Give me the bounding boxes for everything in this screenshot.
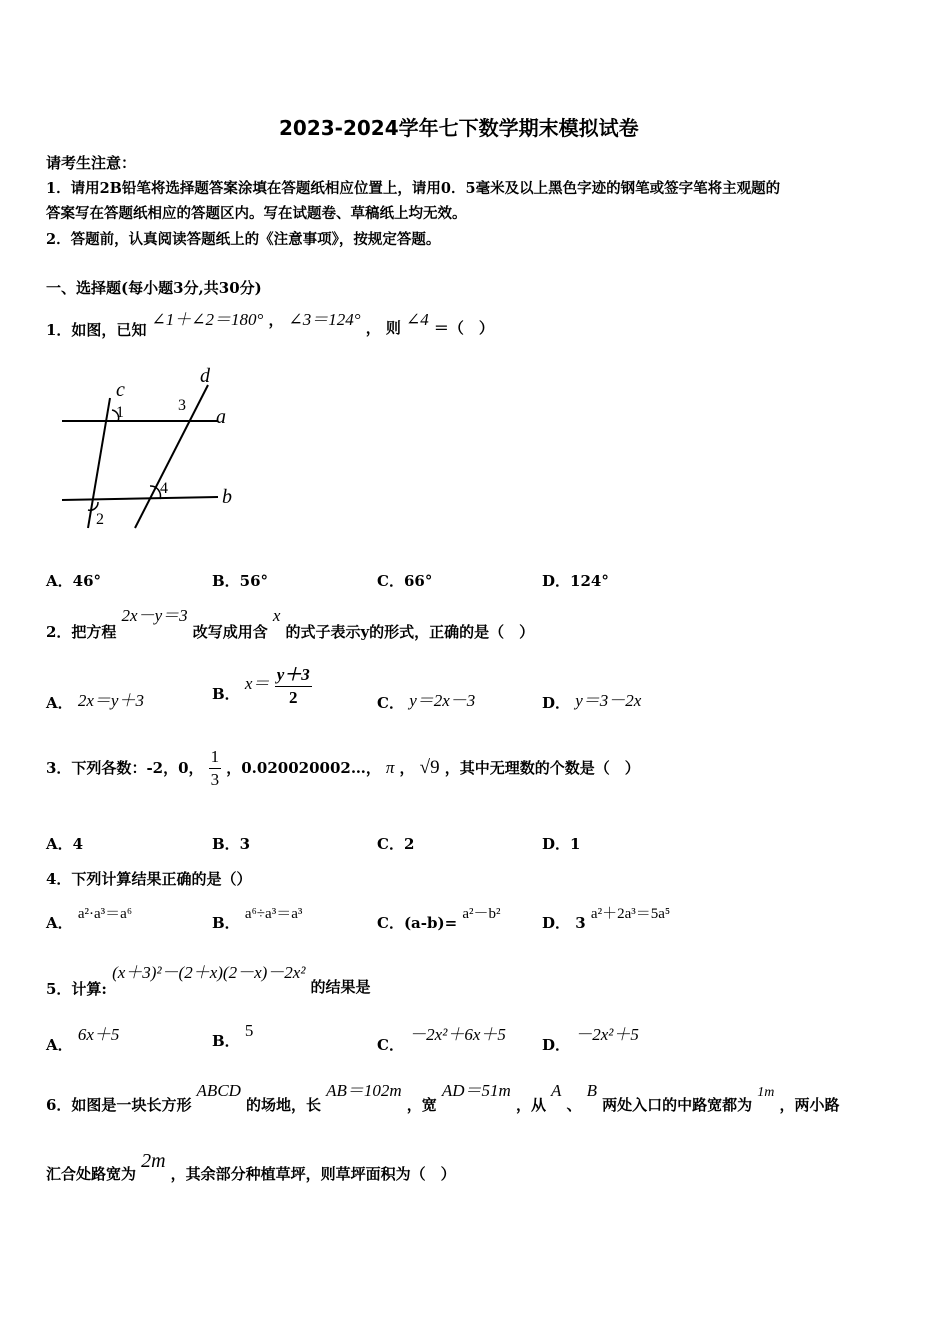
q4-option-c[interactable] xyxy=(377,906,501,933)
q3-sqrt: √9 xyxy=(419,757,440,778)
q2-option-b[interactable] xyxy=(212,664,312,709)
q2-suffix: 的式子表示y的形式，正确的是（ ） xyxy=(285,623,535,641)
q6-width-2: 2m xyxy=(141,1150,166,1172)
q5-option-d[interactable] xyxy=(542,1025,639,1055)
q5-b-expr: 5 xyxy=(244,1021,254,1040)
q6-width-1: 1m xyxy=(757,1085,775,1100)
q1-option-c[interactable]: C．66° xyxy=(377,572,433,590)
q2-c-label: C． xyxy=(377,694,404,712)
q2-b-label: B． xyxy=(212,684,240,703)
q5-prefix: 5．计算: xyxy=(46,980,107,998)
q4-c-prefix: (a-b)= xyxy=(403,914,458,932)
q1-figure xyxy=(40,360,250,535)
label-1: 1 xyxy=(116,404,124,421)
q4-stem: 4．下列计算结果正确的是（） xyxy=(46,870,252,888)
q3-frac-den: 3 xyxy=(210,770,220,789)
q6-line-2-prefix: 汇合处路宽为 xyxy=(46,1165,137,1183)
q5-a-label: A． xyxy=(46,1036,73,1054)
section-heading: 一、选择题(每小题3分,共30分) xyxy=(46,279,262,297)
q6-ab: AB＝102m xyxy=(326,1081,402,1100)
q5-option-a[interactable] xyxy=(46,1025,120,1055)
label-3: 3 xyxy=(178,397,186,414)
q1-prefix: 1．如图，已知 xyxy=(46,321,147,339)
q4-c-expr: a²－b² xyxy=(462,906,501,922)
q1-sep: ， xyxy=(268,311,284,329)
line-b xyxy=(62,497,218,500)
q4-option-b[interactable] xyxy=(212,906,303,933)
q6-mid-2: ，宽 xyxy=(406,1096,437,1114)
q6-point-b: B xyxy=(586,1081,598,1100)
q2-b-denominator: 2 xyxy=(288,688,298,707)
label-d: d xyxy=(200,365,210,387)
q1-option-d[interactable]: D．124° xyxy=(542,572,609,590)
q5-c-label: C． xyxy=(377,1036,404,1054)
q5-a-expr: 6x＋5 xyxy=(77,1025,120,1044)
q6-mid-5: ，两小路 xyxy=(779,1096,840,1114)
notice-heading: 请考生注意： xyxy=(46,154,137,172)
q3-frac-num: 1 xyxy=(209,746,222,769)
q2-b-lhs: x＝ xyxy=(244,673,270,693)
q5-c-expr: －2x²＋6x＋5 xyxy=(409,1025,506,1044)
q2-expr: 2x－y＝3 xyxy=(121,606,188,625)
q5-option-c[interactable] xyxy=(377,1025,506,1055)
q3-option-d[interactable]: D．1 xyxy=(542,835,581,853)
q5-d-label: D． xyxy=(542,1036,571,1054)
q1-option-b[interactable]: B．56° xyxy=(212,572,269,590)
q4-b-label: B． xyxy=(212,914,240,932)
q6-prefix: 6．如图是一块长方形 xyxy=(46,1096,192,1114)
q1-option-a[interactable]: A．46° xyxy=(46,572,102,590)
q4-option-d[interactable] xyxy=(542,906,671,933)
q2-option-a[interactable] xyxy=(46,688,144,713)
notice-line-1b: 答案写在答题纸相应的答题区内。写在试题卷、草稿纸上均无效。 xyxy=(46,205,467,222)
line-c xyxy=(88,398,110,528)
q1-expr-3: ∠4 xyxy=(406,310,429,329)
q2-d-label: D． xyxy=(542,694,571,712)
q2-d-expr: y＝3－2x xyxy=(575,691,642,710)
q2-prefix: 2．把方程 xyxy=(46,623,117,641)
question-5 xyxy=(46,958,371,998)
q3-mid-2: ， xyxy=(399,759,415,777)
q5-b-label: B． xyxy=(212,1032,240,1050)
q3-pi: π xyxy=(385,758,395,777)
label-b: b xyxy=(222,486,232,508)
q6-line-2-suffix: ，其余部分种植草坪，则草坪面积为（ ） xyxy=(170,1165,456,1183)
q2-a-expr: 2x＝y＋3 xyxy=(77,691,144,710)
question-1 xyxy=(46,305,494,339)
label-c: c xyxy=(116,379,125,401)
question-6-line-2 xyxy=(46,1150,456,1183)
q1-mid: ， 则 xyxy=(365,319,401,337)
q5-option-b[interactable] xyxy=(212,1021,254,1051)
question-3 xyxy=(46,746,640,791)
label-4: 4 xyxy=(160,480,168,497)
q1-expr-1: ∠1＋∠2＝180° xyxy=(151,310,264,329)
line-d xyxy=(135,385,208,528)
label-2: 2 xyxy=(96,511,104,528)
q2-a-label: A． xyxy=(46,694,73,712)
q4-a-expr: a²·a³＝a⁶ xyxy=(77,906,133,922)
q3-option-a[interactable]: A．4 xyxy=(46,835,84,853)
q4-a-label: A． xyxy=(46,914,73,932)
q4-c-label: C． xyxy=(377,914,404,932)
q3-option-c[interactable]: C．2 xyxy=(377,835,415,853)
q5-d-expr: －2x²＋5 xyxy=(575,1025,639,1044)
q4-d-prefix: 3 xyxy=(575,914,586,932)
question-6-line-1 xyxy=(46,1076,840,1114)
q6-point-a: A xyxy=(551,1081,562,1100)
q4-d-label: D． xyxy=(542,914,571,932)
q2-b-numerator: y＋3 xyxy=(275,664,312,687)
q2-option-c[interactable] xyxy=(377,688,475,713)
q6-sep: 、 xyxy=(566,1096,582,1114)
q2-option-d[interactable] xyxy=(542,688,641,713)
q6-abcd: ABCD xyxy=(196,1081,241,1100)
notice-line-1a: 1．请用2B铅笔将选择题答案涂填在答题纸相应位置上，请用0．5毫米及以上黑色字迹的钢笔或签字笔将主观题的 xyxy=(46,180,781,197)
q6-mid-3: ，从 xyxy=(515,1096,546,1114)
question-2 xyxy=(46,601,535,641)
q2-mid: 改写成用含 xyxy=(192,623,268,641)
q5-suffix: 的结果是 xyxy=(310,978,371,996)
notice-line-2: 2．答题前，认真阅读答题纸上的《注意事项》，按规定答题。 xyxy=(46,231,441,248)
q4-d-expr: a²＋2a³＝5a⁵ xyxy=(590,906,671,922)
label-a: a xyxy=(216,406,226,428)
q6-mid-1: 的场地，长 xyxy=(246,1096,322,1114)
q4-option-a[interactable] xyxy=(46,906,133,933)
q3-mid-1: ，0.020020002…， xyxy=(226,759,381,777)
page-title: 2023-2024学年七下数学期末模拟试卷 xyxy=(279,116,639,140)
q4-b-expr: a⁶÷a³＝a³ xyxy=(244,906,303,922)
q3-prefix: 3．下列各数：-2，0， xyxy=(46,759,204,777)
q2-var: x xyxy=(272,606,281,625)
q3-option-b[interactable]: B．3 xyxy=(212,835,251,853)
q2-c-expr: y＝2x－3 xyxy=(409,691,476,710)
q5-expr: (x＋3)²－(2＋x)(2－x)－2x² xyxy=(112,963,306,982)
q1-suffix: ＝（ ） xyxy=(433,319,494,337)
q6-ad: AD＝51m xyxy=(441,1081,511,1100)
q6-mid-4: 两处入口的中路宽都为 xyxy=(602,1096,753,1114)
q1-expr-2: ∠3＝124° xyxy=(288,310,361,329)
q3-suffix: ，其中无理数的个数是（ ） xyxy=(444,759,640,777)
